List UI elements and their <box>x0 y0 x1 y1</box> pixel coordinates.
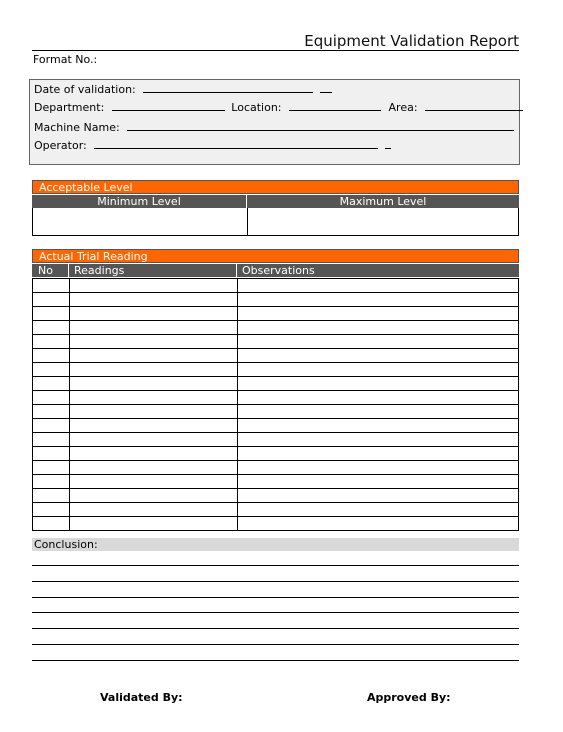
readings-cell[interactable] <box>70 419 238 433</box>
table-row <box>33 461 519 475</box>
area-field[interactable] <box>425 101 523 111</box>
table-row <box>33 447 519 461</box>
date-field-tail <box>320 83 332 93</box>
no-cell[interactable] <box>33 363 70 377</box>
page-title: Equipment Validation Report <box>304 32 519 50</box>
observations-cell[interactable] <box>238 307 519 321</box>
operator-row <box>34 139 391 152</box>
readings-cell[interactable] <box>70 405 238 419</box>
table-row <box>33 377 519 391</box>
no-cell[interactable] <box>33 517 70 531</box>
maximum-level-header: Maximum Level <box>339 195 427 208</box>
info-box <box>29 79 520 165</box>
operator-field-tail <box>385 139 391 149</box>
table-row <box>33 503 519 517</box>
observations-cell[interactable] <box>238 489 519 503</box>
readings-cell[interactable] <box>70 307 238 321</box>
conclusion-line[interactable] <box>32 581 519 582</box>
conclusion-label: Conclusion: <box>32 538 519 551</box>
machine-name-label: Machine Name: <box>34 121 120 134</box>
readings-cell[interactable] <box>70 321 238 335</box>
format-number-label: Format No.: <box>33 53 98 66</box>
readings-cell[interactable] <box>70 349 238 363</box>
no-cell[interactable] <box>33 461 70 475</box>
minimum-level-cell[interactable] <box>33 208 248 235</box>
no-cell[interactable] <box>33 419 70 433</box>
observations-cell[interactable] <box>238 391 519 405</box>
conclusion-line[interactable] <box>32 565 519 566</box>
readings-cell[interactable] <box>70 447 238 461</box>
conclusion-line[interactable] <box>32 628 519 629</box>
readings-cell[interactable] <box>70 335 238 349</box>
readings-column-header: Readings <box>69 264 237 277</box>
acceptable-level-columns <box>32 195 519 208</box>
observations-cell[interactable] <box>238 503 519 517</box>
table-row <box>33 517 519 531</box>
table-row <box>33 489 519 503</box>
acceptable-level-values <box>32 208 519 236</box>
readings-cell[interactable] <box>70 489 238 503</box>
readings-cell[interactable] <box>70 363 238 377</box>
no-column-header: No <box>32 264 69 277</box>
readings-cell[interactable] <box>70 517 238 531</box>
no-cell[interactable] <box>33 405 70 419</box>
observations-cell[interactable] <box>238 433 519 447</box>
trial-table <box>32 278 519 531</box>
observations-cell[interactable] <box>238 321 519 335</box>
readings-cell[interactable] <box>70 461 238 475</box>
area-label: Area: <box>388 101 418 114</box>
table-row <box>33 307 519 321</box>
no-cell[interactable] <box>33 279 70 293</box>
observations-cell[interactable] <box>238 447 519 461</box>
table-row <box>33 335 519 349</box>
no-cell[interactable] <box>33 489 70 503</box>
observations-cell[interactable] <box>238 363 519 377</box>
readings-cell[interactable] <box>70 377 238 391</box>
validated-by-label: Validated By: <box>100 691 183 704</box>
no-cell[interactable] <box>33 475 70 489</box>
observations-column-header: Observations <box>242 264 315 277</box>
table-row <box>33 433 519 447</box>
observations-cell[interactable] <box>238 475 519 489</box>
observations-cell[interactable] <box>238 293 519 307</box>
table-row <box>33 391 519 405</box>
table-row <box>33 475 519 489</box>
observations-cell[interactable] <box>238 335 519 349</box>
readings-cell[interactable] <box>70 503 238 517</box>
readings-cell[interactable] <box>70 293 238 307</box>
operator-field[interactable] <box>94 139 378 149</box>
no-cell[interactable] <box>33 503 70 517</box>
table-row <box>33 279 519 293</box>
date-label: Date of validation: <box>34 83 136 96</box>
actual-trial-reading-header: Actual Trial Reading <box>32 249 519 263</box>
machine-name-field[interactable] <box>127 121 514 131</box>
table-row <box>33 293 519 307</box>
table-row <box>33 321 519 335</box>
title-divider <box>32 50 519 51</box>
observations-cell[interactable] <box>238 405 519 419</box>
no-cell[interactable] <box>33 433 70 447</box>
no-cell[interactable] <box>33 391 70 405</box>
maximum-level-cell[interactable] <box>248 208 518 235</box>
observations-cell[interactable] <box>238 279 519 293</box>
observations-cell[interactable] <box>238 517 519 531</box>
readings-cell[interactable] <box>70 433 238 447</box>
department-row <box>34 101 523 114</box>
approved-by-label: Approved By: <box>367 691 451 704</box>
no-cell[interactable] <box>33 349 70 363</box>
no-cell[interactable] <box>33 335 70 349</box>
no-cell[interactable] <box>33 377 70 391</box>
operator-label: Operator: <box>34 139 87 152</box>
readings-cell[interactable] <box>70 475 238 489</box>
conclusion-line[interactable] <box>32 597 519 598</box>
table-row <box>33 363 519 377</box>
no-cell[interactable] <box>33 447 70 461</box>
location-field[interactable] <box>289 101 381 111</box>
conclusion-line[interactable] <box>32 660 519 661</box>
table-row <box>33 349 519 363</box>
date-field[interactable] <box>143 83 313 93</box>
department-field[interactable] <box>112 101 225 111</box>
conclusion-line[interactable] <box>32 612 519 613</box>
readings-cell[interactable] <box>70 279 238 293</box>
acceptable-level-header: Acceptable Level <box>32 180 519 194</box>
no-cell[interactable] <box>33 321 70 335</box>
trial-columns <box>32 264 519 277</box>
date-row <box>34 83 332 96</box>
minimum-level-header: Minimum Level <box>32 195 247 208</box>
observations-cell[interactable] <box>238 349 519 363</box>
table-row <box>33 419 519 433</box>
no-cell[interactable] <box>33 307 70 321</box>
table-row <box>33 405 519 419</box>
observations-cell[interactable] <box>238 377 519 391</box>
machine-row <box>34 121 514 134</box>
readings-cell[interactable] <box>70 391 238 405</box>
conclusion-line[interactable] <box>32 644 519 645</box>
no-cell[interactable] <box>33 293 70 307</box>
observations-cell[interactable] <box>238 461 519 475</box>
location-label: Location: <box>231 101 282 114</box>
department-label: Department: <box>34 101 105 114</box>
observations-cell[interactable] <box>238 419 519 433</box>
